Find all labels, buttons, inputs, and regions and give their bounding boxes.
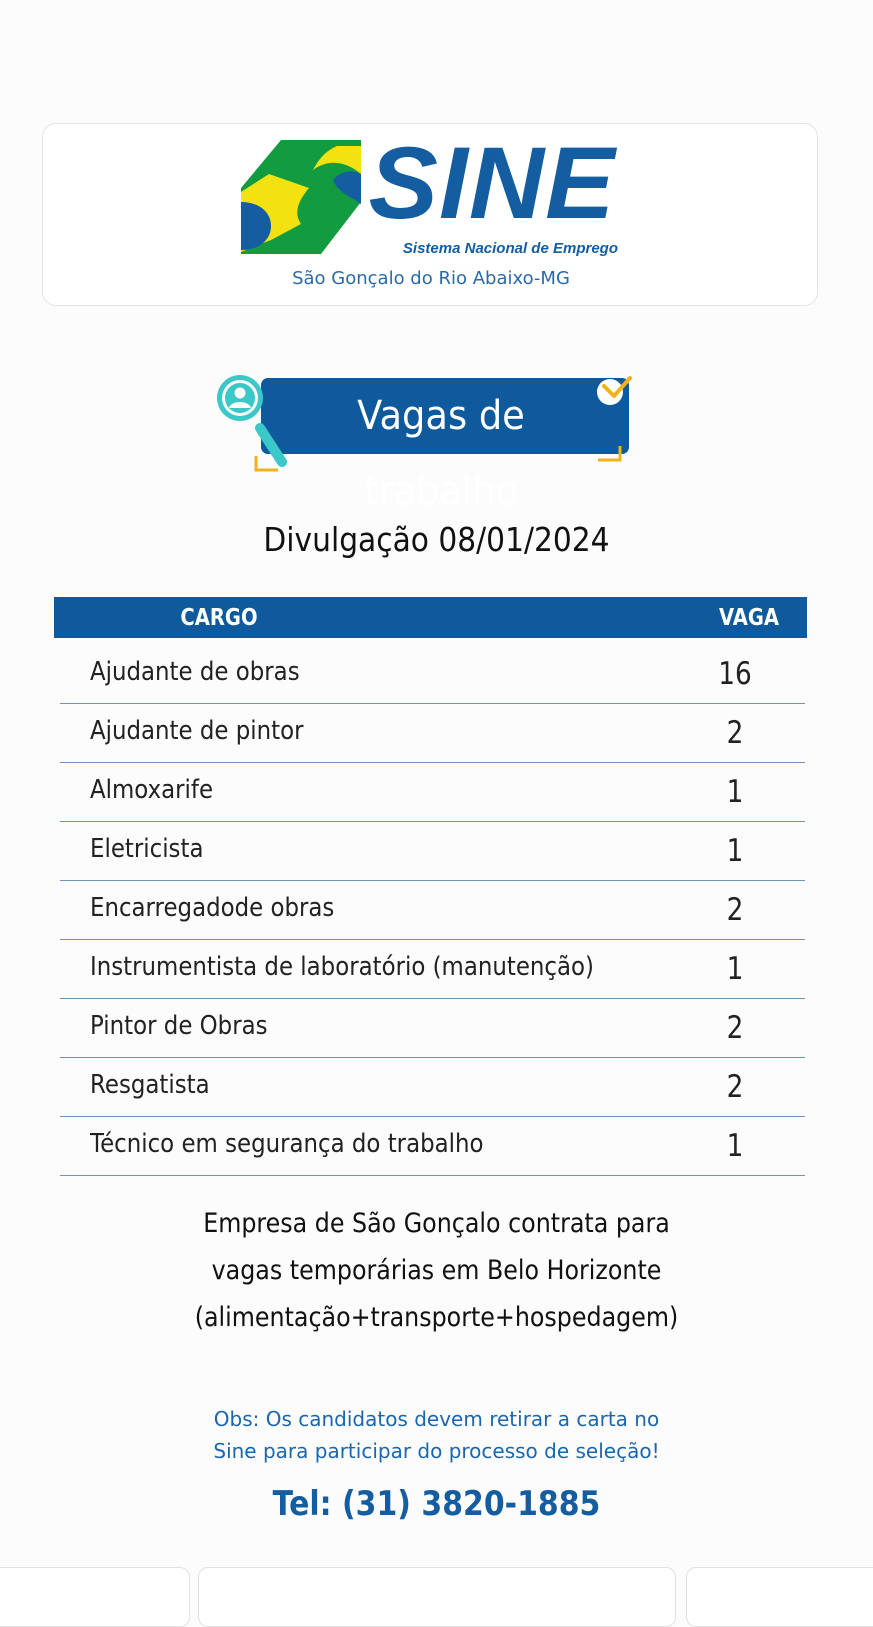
table-row [60,999,805,1058]
vagas-badge [216,374,656,515]
vaga-cell: 2 [726,892,744,928]
table-row [60,763,805,822]
cargo-cell: Técnico em segurança do trabalho [90,1129,484,1159]
vaga-cell: 16 [718,656,752,692]
logo-subtitle: Sistema Nacional de Emprego [402,240,618,257]
badge-title: Vagas de trabalho [357,393,525,515]
obs-line-2: Sine para participar do processo de seleção! [213,1439,660,1463]
carousel-card[interactable] [686,1567,873,1627]
logo-wordmark: SINE [368,126,616,240]
info-line-1: Empresa de São Gonçalo contrata para [203,1208,670,1239]
vaga-cell: 1 [726,951,744,987]
check-icon [596,374,636,410]
observation-note [0,1403,873,1467]
table-row [60,1117,805,1176]
table-row [60,822,805,881]
table-row [60,645,805,704]
header-cargo: CARGO [180,605,258,631]
cargo-cell: Instrumentista de laboratório (manutenção) [90,952,594,982]
cargo-cell: Eletricista [90,834,204,864]
table-row [60,704,805,763]
cargo-cell: Resgatista [90,1070,210,1100]
info-line-2: vagas temporárias em Belo Horizonte [211,1255,662,1286]
cargo-cell: Almoxarife [90,775,214,805]
obs-line-1: Obs: Os candidatos devem retirar a carta no [213,1407,660,1431]
carousel-card[interactable] [198,1567,676,1627]
cargo-cell: Encarregadode obras [90,893,335,923]
jobs-table [60,645,805,1176]
vaga-cell: 2 [726,715,744,751]
carousel-card[interactable] [0,1567,190,1627]
cargo-cell: Ajudante de obras [90,657,300,687]
vaga-cell: 2 [726,1069,744,1105]
table-row [60,881,805,940]
sine-logo-mark-icon [241,140,361,254]
header-vaga: VAGA [718,605,780,631]
vaga-cell: 1 [726,774,744,810]
logo-card [42,123,818,306]
telephone[interactable]: Tel: (31) 3820-1885 [272,1484,601,1524]
info-line-3: (alimentação+transporte+hospedagem) [194,1302,679,1333]
logo-location: São Gonçalo do Rio Abaixo-MG [292,268,570,289]
table-row [60,940,805,999]
corner-bracket-icon [594,444,624,468]
cargo-cell: Pintor de Obras [90,1011,268,1041]
vaga-cell: 1 [726,1128,744,1164]
table-header [54,597,807,638]
table-row [60,1058,805,1117]
vaga-cell: 1 [726,833,744,869]
vaga-cell: 2 [726,1010,744,1046]
cargo-cell: Ajudante de pintor [90,716,304,746]
info-paragraph [52,1200,820,1341]
release-date: Divulgação 08/01/2024 [263,520,610,559]
corner-bracket-icon [252,454,282,478]
